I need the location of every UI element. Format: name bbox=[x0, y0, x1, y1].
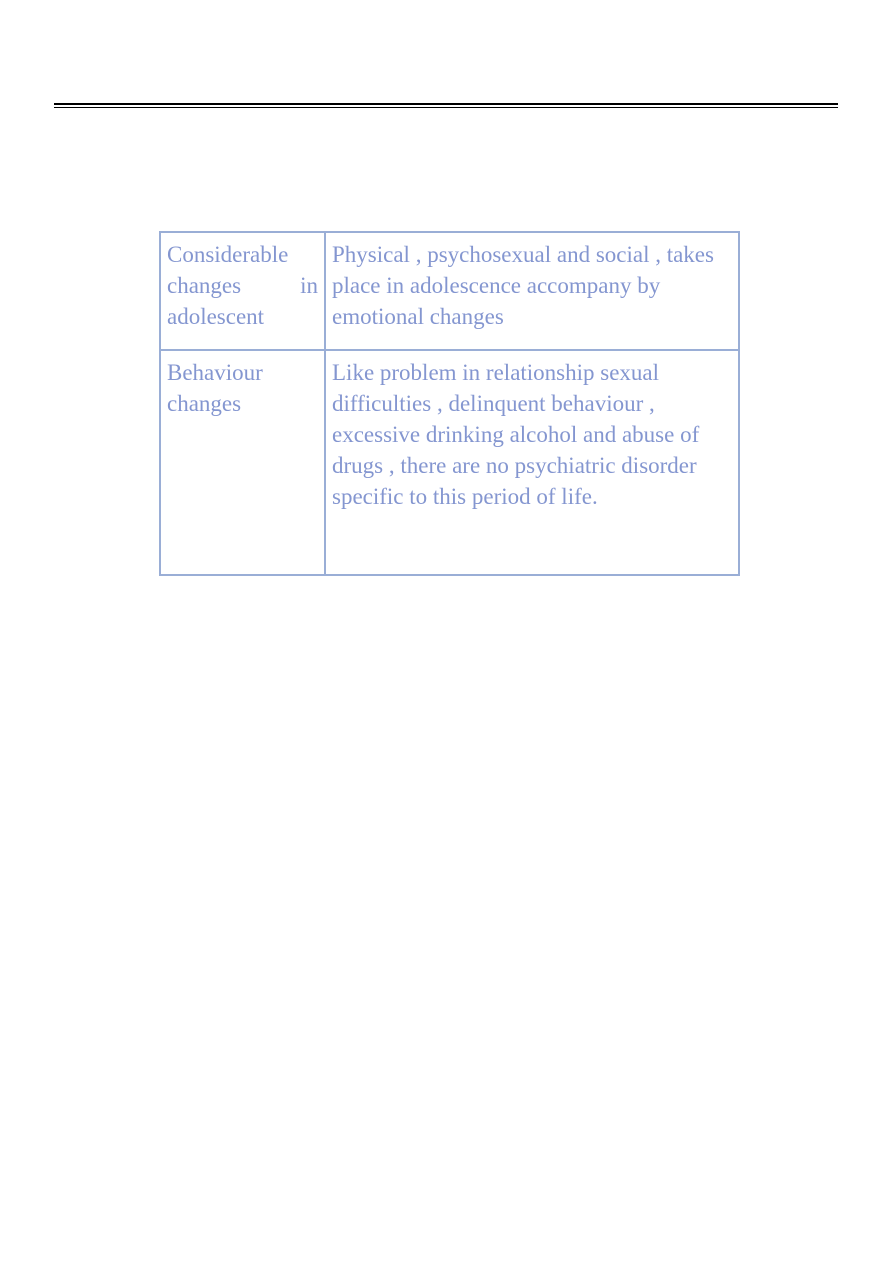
term-cell bbox=[160, 350, 325, 575]
table-row bbox=[160, 350, 739, 575]
term-line bbox=[167, 270, 318, 301]
header-rule bbox=[54, 103, 838, 108]
term-line: Considerable bbox=[167, 242, 289, 267]
term-word: in bbox=[300, 273, 318, 298]
description-cell: Physical , psychosexual and social , takes place in adolescence accompany by emotional changes bbox=[325, 232, 739, 350]
description-cell: Like problem in relationship sexual difficulties , delinquent behaviour , excessive drinking alcohol and abuse of drugs , there are no psychiatric disorder specific to this period of life. bbox=[325, 350, 739, 575]
term-line: Behaviour bbox=[167, 360, 263, 385]
content-table bbox=[159, 231, 740, 576]
term-line: changes bbox=[167, 391, 242, 416]
term-word: changes bbox=[167, 273, 242, 298]
term-line: adolescent bbox=[167, 304, 265, 329]
table-row bbox=[160, 232, 739, 350]
term-cell bbox=[160, 232, 325, 350]
